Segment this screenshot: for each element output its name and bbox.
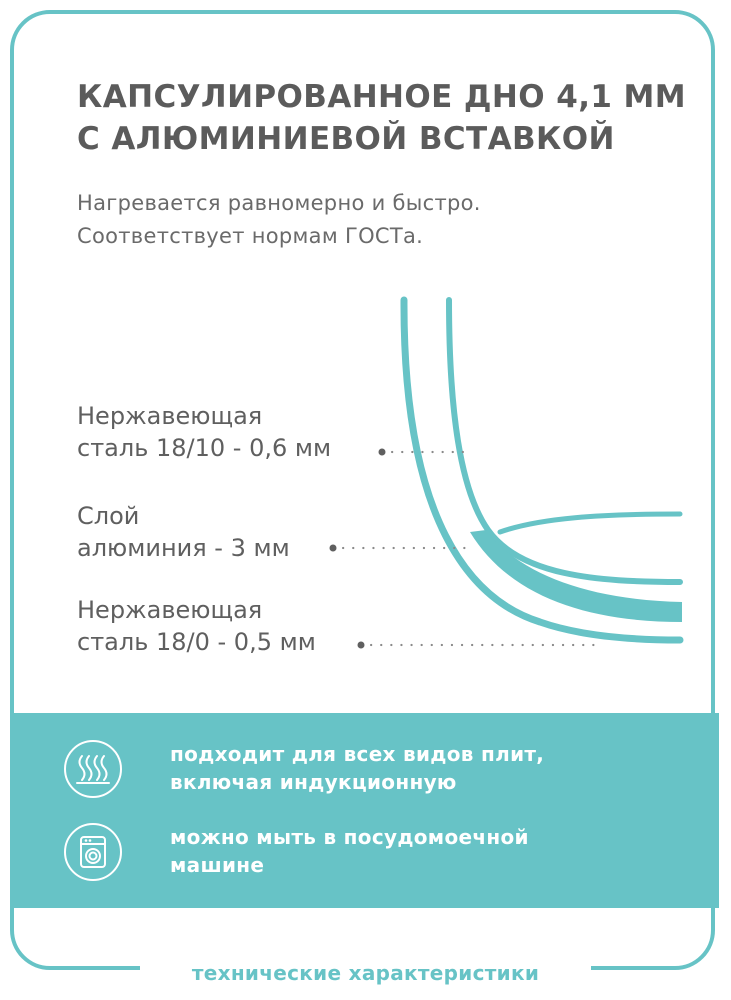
feature-dishwasher bbox=[64, 823, 684, 903]
leader-dot-steel-18-10 bbox=[379, 449, 386, 456]
feature-induction-text bbox=[170, 740, 544, 796]
layer-label-steel-18-10 bbox=[77, 400, 331, 464]
layer-label-line-1: Нержавеющая bbox=[77, 596, 263, 624]
feature-line-1: подходит для всех видов плит, bbox=[170, 742, 545, 766]
capsule-top-edge bbox=[500, 514, 680, 532]
leader-dot-steel-18-0 bbox=[358, 642, 365, 649]
feature-line-1: можно мыть в посудомоечной bbox=[170, 825, 529, 849]
induction-coil-icon bbox=[64, 740, 122, 798]
layer-label-line-2: сталь 18/0 - 0,5 мм bbox=[77, 628, 316, 656]
footer-label: технические характеристики bbox=[140, 950, 591, 996]
title-line-1: КАПСУЛИРОВАННОЕ ДНО 4,1 ММ bbox=[77, 79, 687, 115]
subtitle-line-2: Соответствует нормам ГОСТа. bbox=[77, 224, 424, 248]
layer-label-line-1: Слой bbox=[77, 502, 140, 530]
layer-label-aluminium bbox=[77, 500, 290, 564]
feature-dishwasher-text bbox=[170, 823, 529, 879]
layer-label-line-2: алюминия - 3 мм bbox=[77, 534, 290, 562]
title-line-2: С АЛЮМИНИЕВОЙ ВСТАВКОЙ bbox=[77, 121, 615, 157]
layer-label-steel-18-0 bbox=[77, 594, 316, 658]
leader-dot-aluminium bbox=[330, 545, 337, 552]
layer-label-line-1: Нержавеющая bbox=[77, 402, 263, 430]
layer-label-line-2: сталь 18/10 - 0,6 мм bbox=[77, 434, 332, 462]
feature-induction bbox=[64, 740, 684, 820]
feature-line-2: машине bbox=[170, 853, 265, 877]
dishwasher-icon bbox=[64, 823, 122, 881]
subtitle-line-1: Нагревается равномерно и быстро. bbox=[77, 191, 481, 215]
feature-line-2: включая индукционную bbox=[170, 770, 457, 794]
